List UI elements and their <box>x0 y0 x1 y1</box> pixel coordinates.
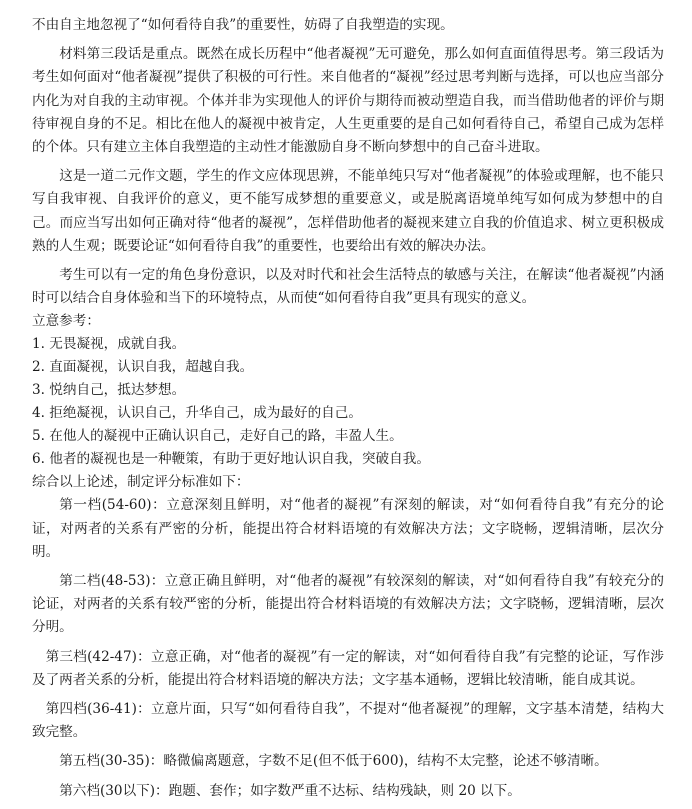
grading-level-6: 第六档(30以下)：跑题、套作；如字数严重不达标、结构残缺，则 20 以下。 <box>59 782 521 799</box>
grading-level-1: 第一档(54-60)：立意深刻且鲜明，对“他者的凝视”有深刻的解读，对“如何看待自我”有充分的论证，对两者的关系有严密的分析，能提出符合材料语境的有效解决方法；文字晓畅，逻辑清晰，层次分明。 <box>32 497 664 560</box>
idea-item: 4. 拒绝凝视，认识自己，升华自己，成为最好的自己。 <box>32 405 362 422</box>
paragraph-dual-topic: 这是一道二元作文题，学生的作文应体现思辨，不能单纯只写对“他者凝视”的体验或理解，也不能只写自我审视、自我评价的意义，更不能写成梦想的重要意义，或是脱离语境单纯写如何成为梦想中的自己。而应当写出如何正确对待“他者的凝视”，怎样借助他者的凝视来建立自我的价值追求、树立更积极成熟的人生观；既要论证“如何看待自我”的重要性，也要给出有效的解决办法。 <box>32 168 664 254</box>
ideas-heading: 立意参考： <box>32 313 100 330</box>
idea-item: 6. 他者的凝视也是一种鞭策，有助于更好地认识自我，突破自我。 <box>32 451 430 468</box>
paragraph-continuation: 不由自主地忽视了“如何看待自我”的重要性，妨碍了自我塑造的实现。 <box>32 17 454 33</box>
grading-level-3: 第三档(42-47)：立意正确，对“他者的凝视”有一定的解读，对“如何看待自我”有完整的论证，写作涉及了两者关系的分析，能提出符合材料语境的解决方法；文字基本通畅，逻辑比较清晰，能自成其说。 <box>32 648 664 688</box>
ideas-section <box>32 310 664 471</box>
paragraph-third-section: 材料第三段话是重点。既然在成长历程中“他者凝视”无可避免，那么如何直面值得思考。第三段话为考生如何面对“他者凝视”提供了积极的可行性。来自他者的“凝视”经过思考判断与选择，可以也应当部分内化为对自我的主动审视。个体并非为实现他人的评价与期待而被动塑造自我，而当借助他者的评价与期待审视自身的不足。相比在他人的凝视中被肯定，人生更重要的是自己如何看待自己，希望自己成为怎样的个体。只有建立主体自我塑造的主动性才能激励自身不断向梦想中的自己奋斗进取。 <box>32 46 664 156</box>
grading-section <box>32 471 664 802</box>
idea-item: 5. 在他人的凝视中正确认识自己，走好自己的路，丰盈人生。 <box>32 428 403 445</box>
idea-item: 2. 直面凝视，认识自我，超越自我。 <box>32 359 254 376</box>
idea-item: 1. 无畏凝视，成就自我。 <box>32 336 186 353</box>
grading-level-2: 第二档(48-53)：立意正确且鲜明，对“他者的凝视”有较深刻的解读，对“如何看待自我”有较充分的论证，对两者的关系有较严密的分析，能提出符合材料语境的有效解决方法；文字晓畅，逻辑清晰，层次分明。 <box>32 573 664 636</box>
paragraph-role-awareness: 考生可以有一定的角色身份意识，以及对时代和社会生活特点的敏感与关注，在解读“他者凝视”内涵时可以结合自身体验和当下的环境特点，从而使“如何看待自我”更具有现实的意义。 <box>32 267 664 307</box>
grading-level-4: 第四档(36-41)：立意片面，只写“如何看待自我”，不提对“他者凝视”的理解，文字基本清楚，结构大致完整。 <box>32 701 664 741</box>
grading-intro: 综合以上论述，制定评分标准如下： <box>32 474 250 491</box>
grading-level-5: 第五档(30-35)：略微偏离题意，字数不足(但不低于600)，结构不太完整，论述不够清晰。 <box>59 753 608 770</box>
idea-item: 3. 悦纳自己，抵达梦想。 <box>32 382 186 399</box>
